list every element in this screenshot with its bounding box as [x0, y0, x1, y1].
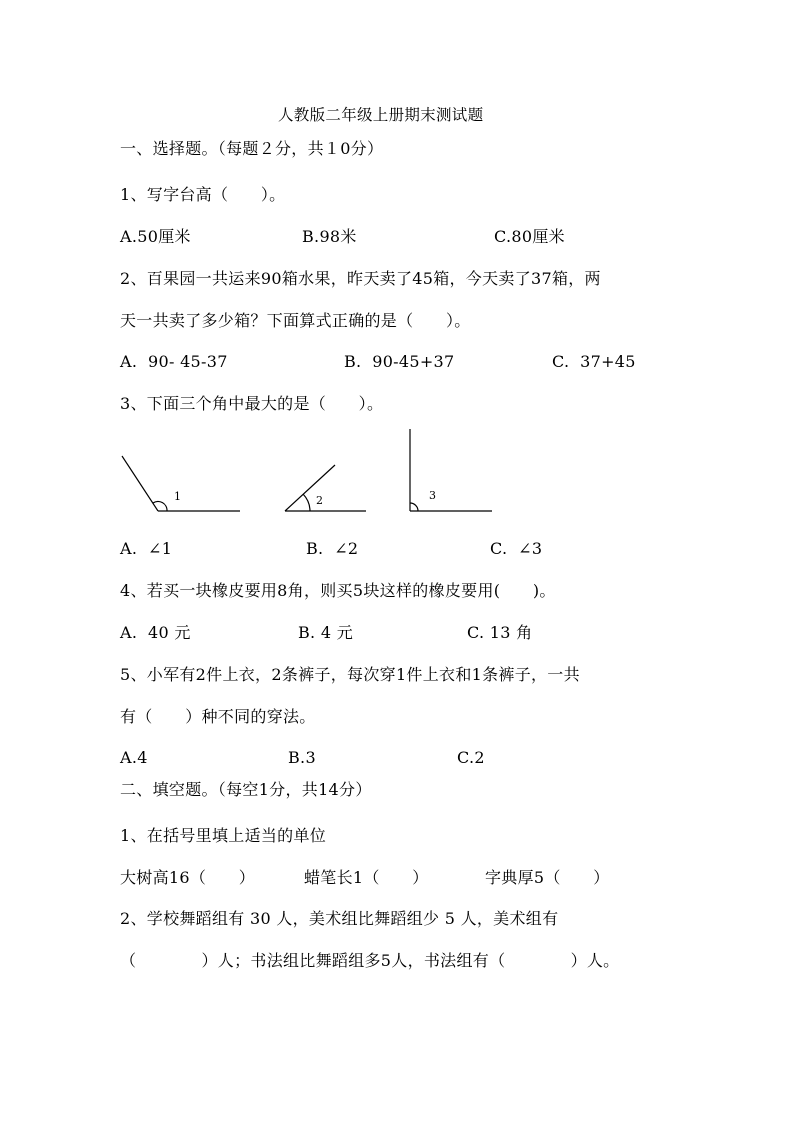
fill1-item-tree: 大树高16（ ） — [120, 868, 256, 887]
q4-option-c: C. 13 角 — [467, 623, 533, 642]
fill2-line-2: （ ）人；书法组比舞蹈组多5人，书法组有（ ）人。 — [120, 951, 620, 970]
angle-1-ray-slanted — [122, 456, 158, 511]
q5-stem-line-2: 有（ ）种不同的穿法。 — [120, 707, 316, 726]
q2-option-b: B. 90-45+37 — [344, 352, 455, 371]
angle-1-label: 1 — [174, 490, 181, 503]
q1-option-a: A.50厘米 — [120, 227, 191, 246]
angle-3-arc — [410, 503, 418, 511]
angle-3-label: 3 — [429, 489, 436, 502]
section-1-heading: 一、选择题。（每题２分，共１0分） — [120, 139, 384, 158]
q3-option-c: C. ∠3 — [490, 539, 543, 558]
q1-stem: 1、写字台高（ ）。 — [120, 185, 286, 204]
fill2-line-1: 2、学校舞蹈组有 30 人，美术组比舞蹈组少 5 人，美术组有 — [120, 909, 559, 928]
q5-option-b: B.3 — [288, 748, 316, 767]
q1-option-c: C.80厘米 — [494, 227, 565, 246]
angle-2 — [285, 465, 366, 511]
q2-stem-line-2: 天一共卖了多少箱？下面算式正确的是（ ）。 — [120, 311, 471, 330]
q3-option-a: A. ∠1 — [120, 539, 173, 558]
q5-stem-line-1: 5、小军有2件上衣，2条裤子，每次穿1件上衣和1条裤子，一共 — [120, 665, 580, 684]
fill1-item-crayon: 蜡笔长1（ ） — [304, 868, 429, 887]
angle-3 — [410, 429, 492, 511]
angle-figures — [110, 420, 510, 530]
angle-1 — [122, 456, 240, 511]
angle-2-ray-slanted — [285, 465, 335, 511]
q3-stem: 3、下面三个角中最大的是（ ）。 — [120, 394, 384, 413]
q4-option-a: A. 40 元 — [120, 623, 191, 642]
fill1-stem: 1、在括号里填上适当的单位 — [120, 826, 327, 845]
q5-option-a: A.4 — [120, 748, 148, 767]
q5-option-c: C.2 — [457, 748, 485, 767]
q2-stem-line-1: 2、百果园一共运来90箱水果，昨天卖了45箱，今天卖了37箱，两 — [120, 269, 601, 288]
angle-2-arc — [303, 494, 310, 511]
q4-stem: 4、若买一块橡皮要用8角，则买5块这样的橡皮要用( )。 — [120, 581, 556, 600]
q2-option-a: A. 90- 45-37 — [120, 352, 228, 371]
q3-option-b: B. ∠2 — [306, 539, 359, 558]
q4-option-b: B. 4 元 — [298, 623, 353, 642]
section-2-heading: 二、填空题。（每空1分，共14分） — [120, 780, 372, 799]
q2-option-c: C. 37+45 — [552, 352, 636, 371]
angle-2-label: 2 — [316, 494, 323, 507]
fill1-item-dictionary: 字典厚5（ ） — [485, 868, 610, 887]
page-title: 人教版二年级上册期末测试题 — [278, 106, 484, 124]
q1-option-b: B.98米 — [302, 227, 357, 246]
